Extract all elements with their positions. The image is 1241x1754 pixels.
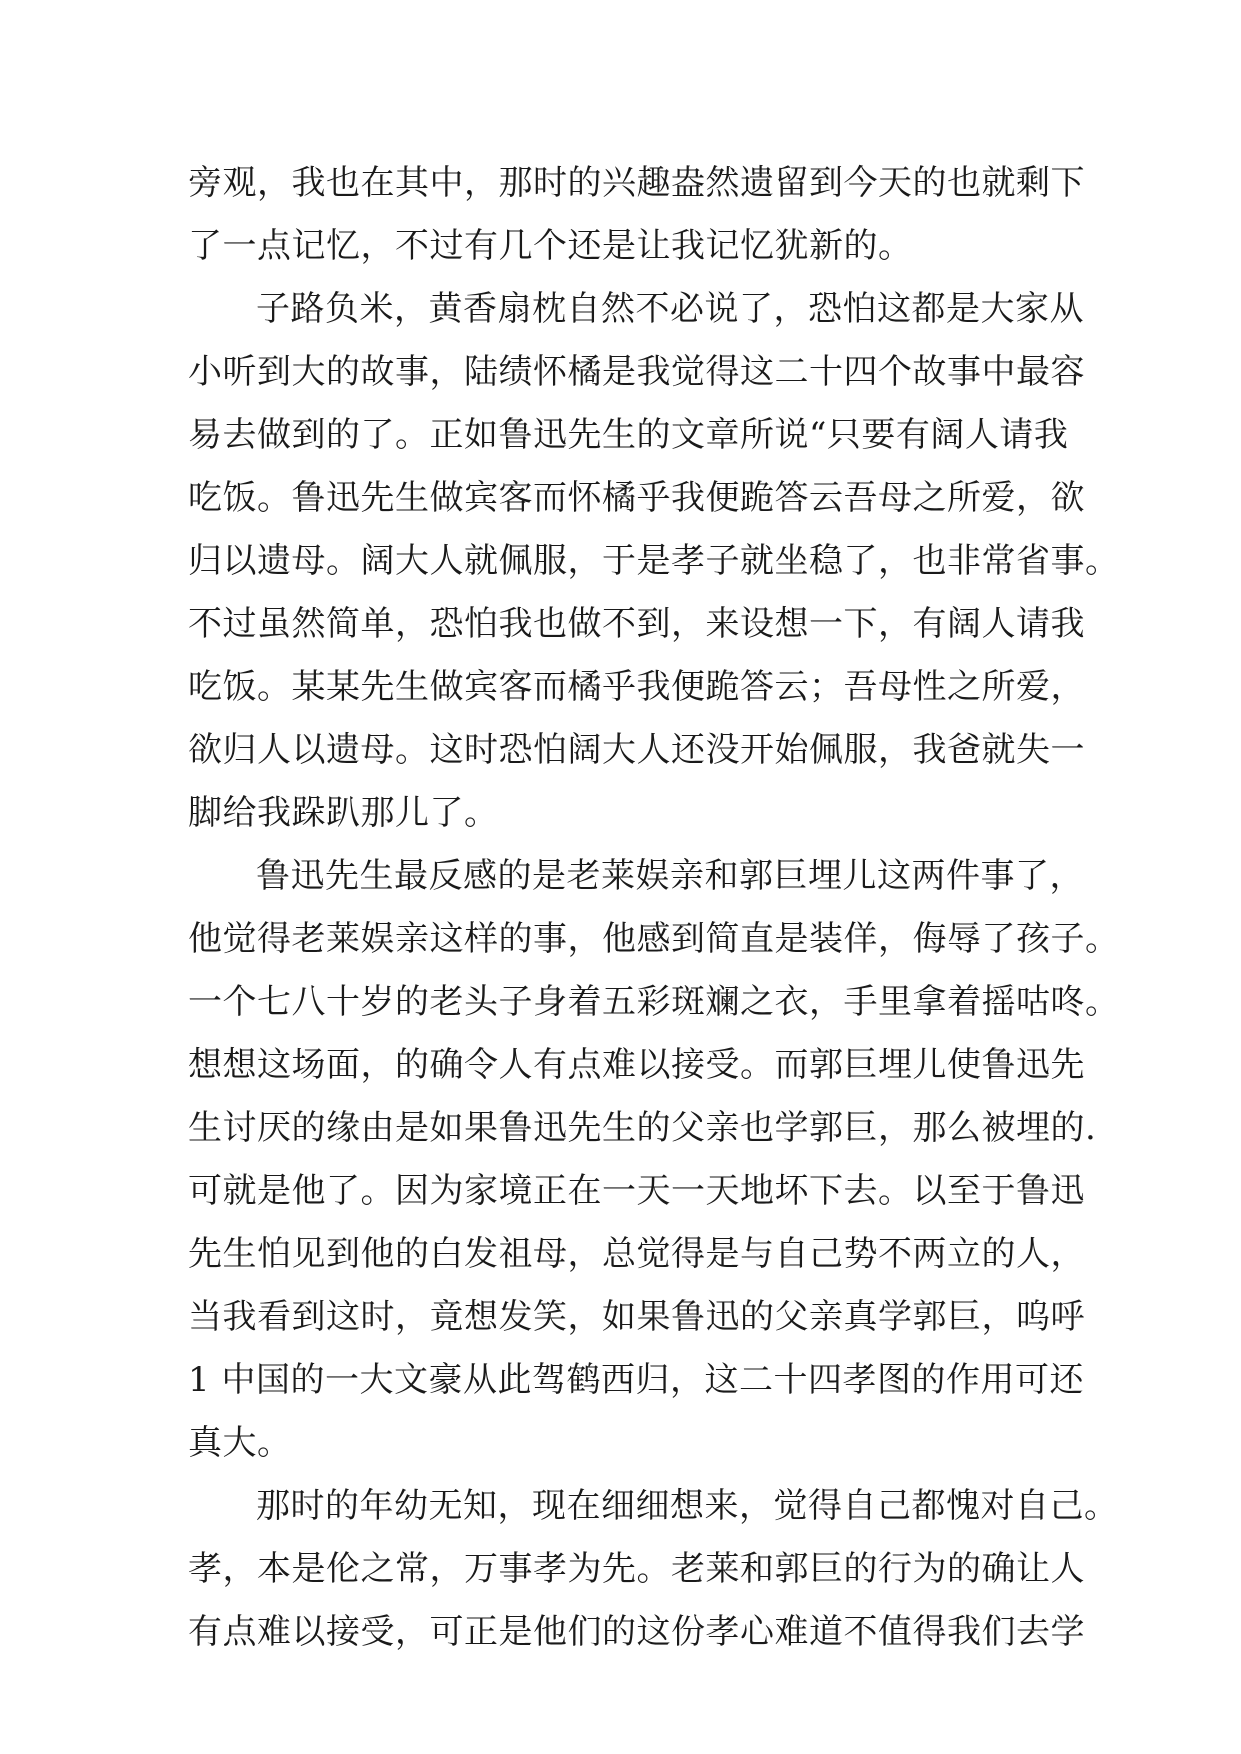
text-line: 想想这场面，的确令人有点难以接受。而郭巨埋儿使鲁迅先 (188, 1045, 1085, 1085)
text-line: 小听到大的故事，陆绩怀橘是我觉得这二十四个故事中最容 (188, 352, 1085, 392)
text-line: 有点难以接受，可正是他们的这份孝心难道不值得我们去学 (188, 1612, 1085, 1652)
text-line: 不过虽然简单，恐怕我也做不到，来设想一下，有阔人请我 (188, 604, 1085, 644)
text-line: 一个七八十岁的老头子身着五彩斑斓之衣，手里拿着摇咕咚。 (188, 982, 1120, 1022)
text-line: 真大。 (188, 1423, 292, 1463)
text-line: 易去做到的了。正如鲁迅先生的文章所说“只要有阔人请我 (188, 415, 1069, 455)
text-line: 子路负米，黄香扇枕自然不必说了，恐怕这都是大家从 (256, 289, 1084, 329)
text-line: 生讨厌的缘由是如果鲁迅先生的父亲也学郭巨，那么被埋的. (188, 1108, 1097, 1148)
text-line: 脚给我跺趴那儿了。 (188, 793, 499, 833)
text-line: 可就是他了。因为家境正在一天一天地坏下去。以至于鲁迅 (188, 1171, 1085, 1211)
text-line: 旁观，我也在其中，那时的兴趣盎然遗留到今天的也就剩下 (188, 163, 1085, 203)
text-line: 他觉得老莱娱亲这样的事，他感到简直是装佯，侮辱了孩子。 (188, 919, 1120, 959)
document-body (188, 152, 1120, 1664)
text-line: 那时的年幼无知，现在细细想来，觉得自己都愧对自己。 (256, 1486, 1119, 1526)
text-line: 了一点记忆，不过有几个还是让我记忆犹新的。 (188, 226, 913, 266)
text-line: 先生怕见到他的白发祖母，总觉得是与自己势不两立的人， (188, 1234, 1085, 1274)
text-line: 吃饭。鲁迅先生做宾客而怀橘乎我便跪答云吾母之所爱，欲 (188, 478, 1085, 518)
text-line: 孝，本是伦之常，万事孝为先。老莱和郭巨的行为的确让人 (188, 1549, 1085, 1589)
text-line: 欲归人以遗母。这时恐怕阔大人还没开始佩服，我爸就失一 (188, 730, 1085, 770)
text-line: 吃饭。某某先生做宾客而橘乎我便跪答云；吾母性之所爱， (188, 667, 1085, 707)
text-line: 归以遗母。阔大人就佩服，于是孝子就坐稳了，也非常省事。 (188, 541, 1120, 581)
text-line: 鲁迅先生最反感的是老莱娱亲和郭巨埋儿这两件事了， (256, 856, 1084, 896)
text-line: 当我看到这时，竟想发笑，如果鲁迅的父亲真学郭巨，呜呼 (188, 1297, 1085, 1337)
text-line: 1 中国的一大文豪从此驾鹤西归，这二十四孝图的作用可还 (188, 1360, 1084, 1400)
